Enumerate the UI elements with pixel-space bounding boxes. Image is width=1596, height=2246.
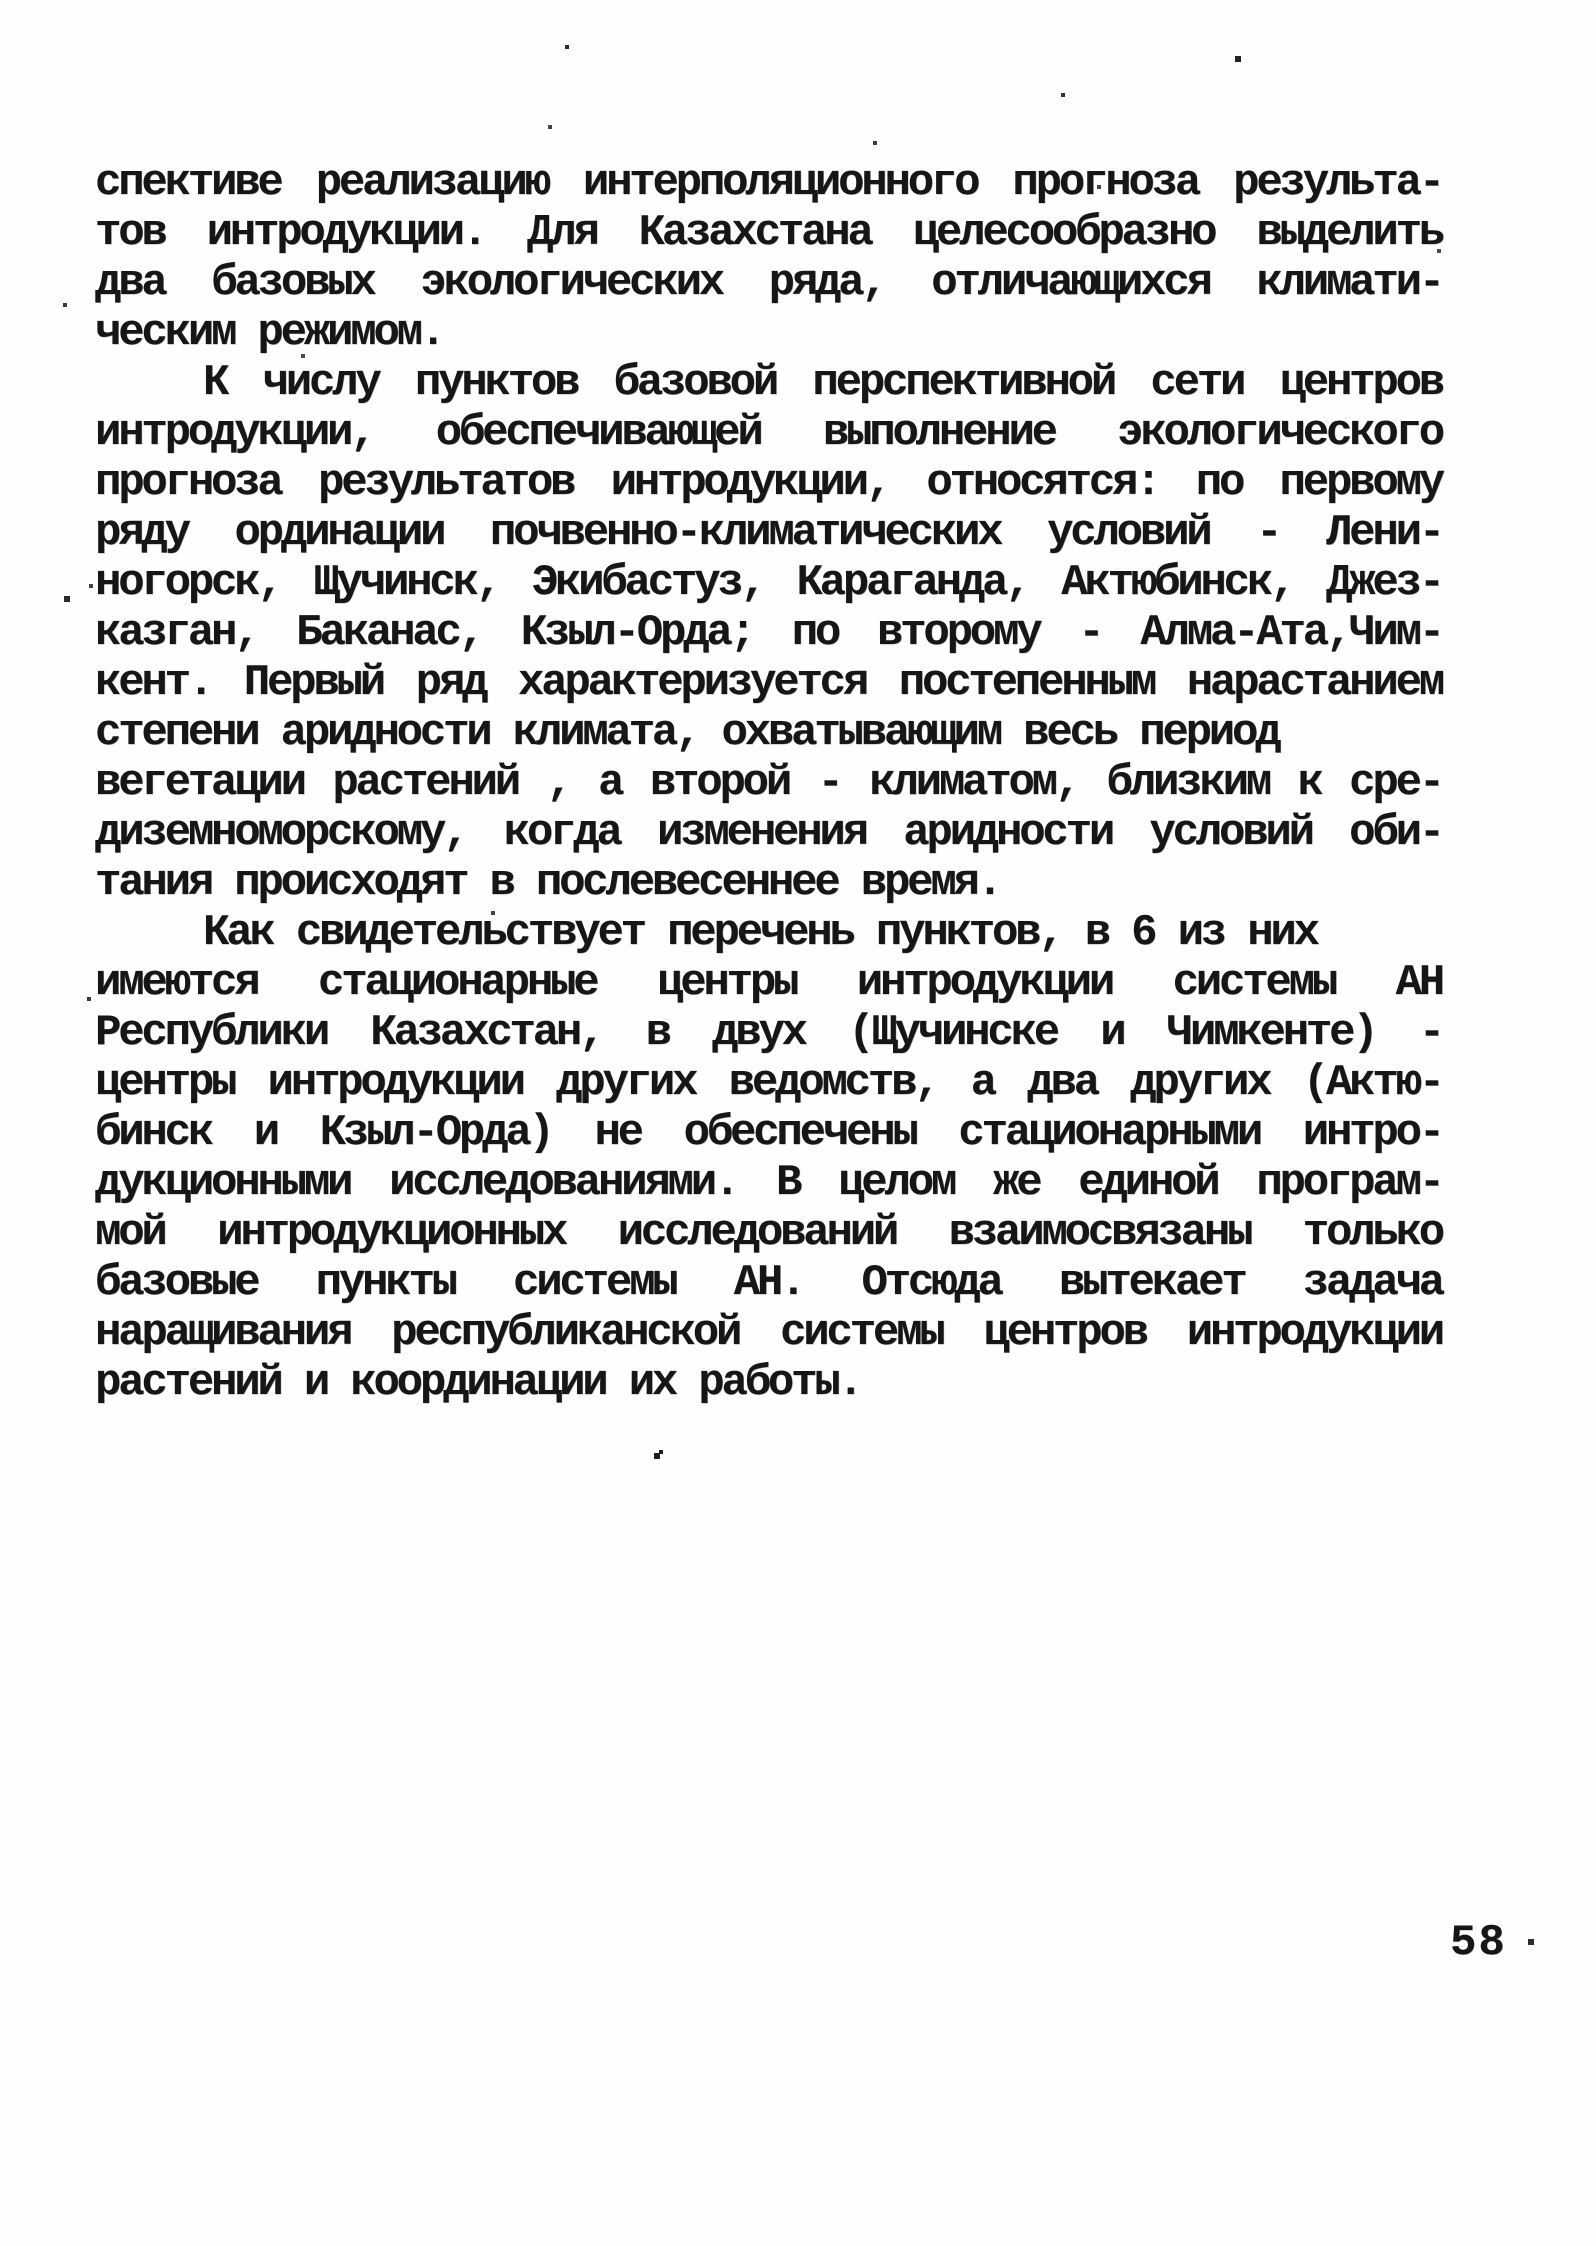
scan-noise-specks (0, 0, 2, 2)
text-line: дукционными исследованиями. В целом же единой програм- (95, 1158, 1442, 1208)
text-block (95, 158, 1442, 1408)
text-line: тания происходят в послевесеннее время. (95, 858, 1000, 908)
text-line: базовые пункты системы АН. Отсюда вытекает задача (95, 1258, 1442, 1308)
text-line: ногорск, Щучинск, Экибастуз, Караганда, Актюбинск, Джез- (95, 558, 1442, 608)
text-line: степени аридности климата, охватывающим весь период (95, 708, 1279, 758)
text-line: интродукции, обеспечивающей выполнение экологического (95, 408, 1442, 458)
paragraph-3 (95, 908, 1442, 1408)
text-line: кент. Первый ряд характеризуется постепенным нарастанием (95, 658, 1442, 708)
text-line: спективе реализацию интерполяционного прогноза результа- (95, 158, 1442, 208)
text-line: центры интродукции других ведомств, а два других (Актю- (95, 1058, 1442, 1108)
paragraph-1 (95, 158, 1442, 358)
text-line: казган, Баканас, Кзыл-Орда; по второму - Алма-Ата,Чим- (95, 608, 1442, 658)
text-line: прогноза результатов интродукции, относятся: по первому (95, 458, 1442, 508)
text-line: наращивания республиканской системы центров интродукции (95, 1308, 1442, 1358)
text-line: Как свидетельствует перечень пунктов, в 6 из них (203, 908, 1317, 958)
text-line: растений и координации их работы. (95, 1358, 861, 1408)
text-line: два базовых экологических ряда, отличающихся климати- (95, 258, 1442, 308)
text-line: тов интродукции. Для Казахстана целесообразно выделить (95, 208, 1442, 258)
page-number: 58 (1450, 1918, 1507, 1968)
text-line: ряду ординации почвенно-климатических условий - Лени- (95, 508, 1442, 558)
text-line: ческим режимом. (95, 308, 444, 358)
text-line: Республики Казахстан, в двух (Щучинске и Чимкенте) - (95, 1008, 1442, 1058)
paragraph-2 (95, 358, 1442, 908)
text-line: вегетации растений , а второй - климатом, близким к сре- (95, 758, 1442, 808)
text-line: диземноморскому, когда изменения аридности условий оби- (95, 808, 1442, 858)
text-line: имеются стационарные центры интродукции системы АН (95, 958, 1442, 1008)
text-line: К числу пунктов базовой перспективной сети центров (203, 358, 1442, 408)
text-line: мой интродукционных исследований взаимосвязаны только (95, 1208, 1442, 1258)
text-line: бинск и Кзыл-Орда) не обеспечены стационарными интро- (95, 1108, 1442, 1158)
